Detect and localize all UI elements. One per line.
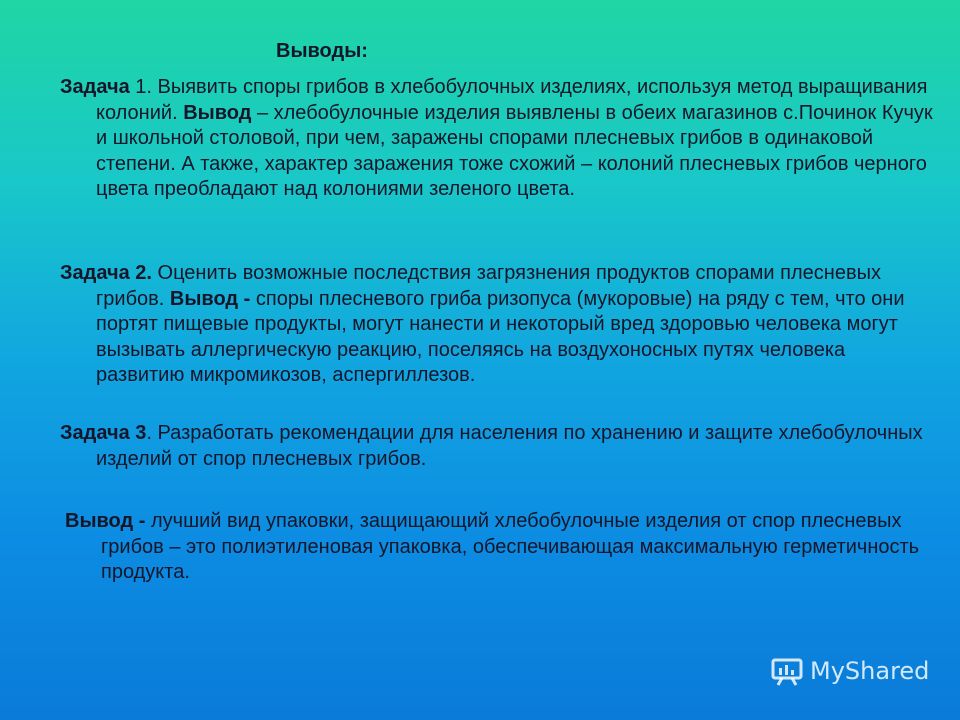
task-2-paragraph <box>60 261 936 389</box>
task-1-label: Задача <box>60 76 130 98</box>
final-conclusion-paragraph <box>65 509 941 586</box>
task-2-label: Задача 2. <box>60 262 152 284</box>
task-3-paragraph <box>60 421 936 472</box>
task-1-text: 1. Выявить споры грибов в хлебобулочных изделиях, используя метод выращивания колоний. <box>96 76 928 124</box>
task-1-paragraph <box>60 75 936 203</box>
watermark-logo <box>770 656 929 686</box>
task-1-conclusion-text: – хлебобулочные изделия выявлены в обеих магазинов с.Починок Кучук и школьной столовой, при чем, заражены спорами плесневых грибов в одинаковой степени. А также, характер заражения тоже схожий – колоний плесневых грибов черного цвета преобладают над колониями зеленого цвета. <box>96 101 933 200</box>
presentation-board-icon <box>770 656 804 686</box>
watermark-text: MyShared <box>810 657 930 685</box>
task-3-text: . Разработать рекомендации для населения по хранению и защите хлебобулочных изделий от спор плесневых грибов. <box>96 422 923 470</box>
final-conclusion-label: Вывод - <box>65 510 146 532</box>
task-2-text: Оценить возможные последствия загрязнения продуктов спорами плесневых грибов. <box>96 262 881 310</box>
final-conclusion-text: лучший вид упаковки, защищающий хлебобулочные изделия от спор плесневых грибов – это полиэтиленовая упаковка, обеспечивающая максимальную герметичность продукта. <box>101 510 920 583</box>
slide-title: Выводы: <box>276 40 368 62</box>
task-1-conclusion-label: Вывод <box>183 101 252 124</box>
task-2-conclusion-text: споры плесневого гриба ризопуса (мукоровые) на ряду с тем, что они портят пищевые продукты, могут нанести и некоторый вред здоровью человека могут вызывать аллергическую реакцию, поселяясь на воздухоносных путях человека развитию микромикозов, аспергиллезов. <box>96 287 905 386</box>
task-2-conclusion-label: Вывод - <box>169 287 251 310</box>
task-3-label: Задача 3 <box>60 422 147 444</box>
